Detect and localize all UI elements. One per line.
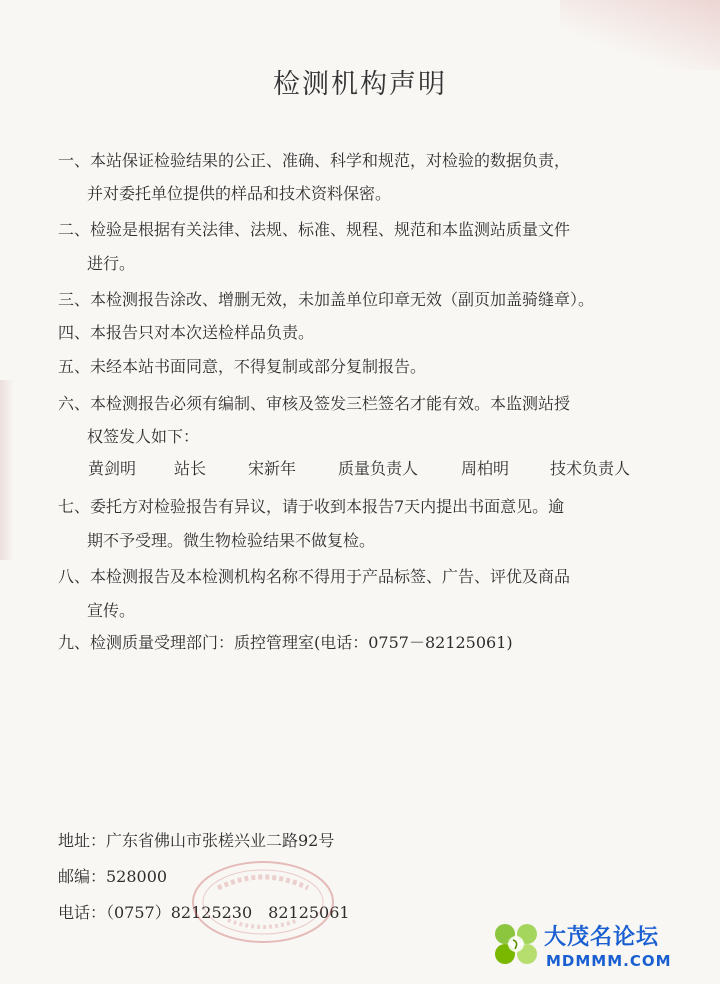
postcode-line: 邮编：528000	[58, 867, 168, 886]
signatory-role: 站长	[174, 459, 207, 478]
scan-shadow-top	[560, 0, 720, 70]
clause-6-line-2: 权签发人如下：	[87, 427, 200, 446]
signatory-name: 周柏明	[461, 459, 510, 478]
clause-8-line-1: 八、本检测报告及本检测机构名称不得用于产品标签、广告、评优及商品	[58, 567, 571, 586]
clause-2-line-2: 进行。	[87, 254, 136, 273]
signatory-name: 宋新年	[248, 459, 297, 478]
clause-7-line-2: 期不予受理。微生物检验结果不做复检。	[87, 531, 376, 550]
signatory-role: 技术负责人	[550, 459, 631, 478]
address-line: 地址：广东省佛山市张槎兴业二路92号	[58, 831, 335, 850]
clause-5: 五、未经本站书面同意，不得复制或部分复制报告。	[58, 357, 427, 376]
scan-shadow-left	[0, 380, 14, 560]
forum-logo-text: 大茂名论坛	[544, 925, 660, 950]
clause-4: 四、本报告只对本次送检样品负责。	[58, 323, 315, 342]
signatory-name: 黄剑明	[88, 459, 137, 478]
official-seal-stamp	[188, 858, 338, 946]
clause-3: 三、本检测报告涂改、增删无效，未加盖单位印章无效（副页加盖骑缝章）。	[58, 290, 595, 309]
signatory-row	[88, 456, 648, 480]
signatory-role: 质量负责人	[338, 459, 419, 478]
clause-2-line-1: 二、检验是根据有关法律、法规、标准、规程、规范和本监测站质量文件	[58, 220, 571, 239]
document-title: 检测机构声明	[273, 69, 447, 100]
clause-8-line-2: 宣传。	[87, 601, 136, 620]
clause-1-line-2: 并对委托单位提供的样品和技术资料保密。	[87, 184, 392, 203]
clause-7-line-1: 七、委托方对检验报告有异议，请于收到本报告7天内提出书面意见。逾	[58, 497, 565, 516]
clause-6-line-1: 六、本检测报告必须有编制、审核及签发三栏签名才能有效。本监测站授	[58, 394, 571, 413]
clause-1-line-1: 一、本站保证检验结果的公正、准确、科学和规范，对检验的数据负责，	[58, 151, 571, 170]
clause-9: 九、检测质量受理部门：质控管理室(电话：0757－82125061)	[58, 633, 513, 652]
phone-line: 电话：（0757）82125230 82125061	[58, 903, 350, 922]
forum-logo-url: MDMMM.COM	[546, 952, 672, 970]
